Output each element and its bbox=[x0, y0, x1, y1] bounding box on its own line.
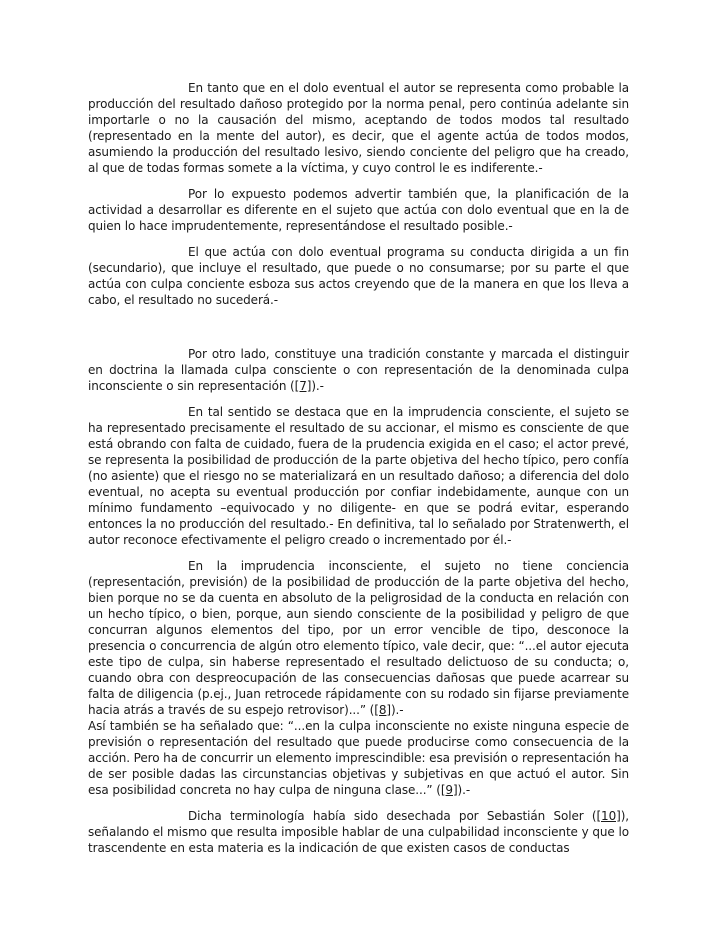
paragraph-programa-conducta: El que actúa con dolo eventual programa su conducta dirigida a un fin (secundario), que incluye el resultado, que puede o no consumarse; por su parte el que actúa con culpa conciente esboza sus actos creyendo que de la manera en que los lleva a cabo, el resultado no sucederá.- bbox=[88, 245, 629, 307]
paragraph-text: Así también se ha señalado que: “...en la culpa inconsciente no existe ninguna especie de previsión o representación del resultado que puede producirse como consecuencia de la acción. Pero ha de concurrir un elemento imprescindible: esa previsión o representación ha de ser posible dadas las circunstancias objetivas y subjetivas en que actuó el autor. Sin esa posibilidad concreta no hay culpa de ninguna clase...” ( bbox=[88, 719, 629, 797]
paragraph-dolo-eventual: En tanto que en el dolo eventual el autor se representa como probable la producción del resultado dañoso protegido por la norma penal, pero continúa adelante sin importarle o no la causación del mismo, aceptando de todos modos tal resultado (representado en la mente del autor), es decir, que el agente actúa de todos modos, asumiendo la producción del resultado lesivo, siendo conciente del peligro que ha creado, al que de todas formas somete a la víctima, y cuyo control le es indiferente.- bbox=[88, 81, 629, 175]
paragraph-text: Por otro lado, constituye una tradición constante y marcada el distinguir en doctrina la llamada culpa consciente o con representación de la denominada culpa inconsciente o sin representación ( bbox=[88, 347, 629, 393]
footnote-link-9[interactable]: [9] bbox=[440, 783, 458, 797]
document-page bbox=[88, 80, 629, 866]
paragraph-text: ), señalando el mismo que resulta imposible hablar de una culpabilidad inconsciente y que lo trascendente en esta materia es la indicación de que existen casos de conductas bbox=[88, 809, 629, 855]
paragraph-text: Dicha terminología había sido desechada por Sebastián Soler ( bbox=[188, 809, 597, 823]
paragraph-text: ).- bbox=[390, 703, 404, 717]
footnote-link-7[interactable]: [7] bbox=[294, 379, 312, 393]
paragraph-imprudencia-inconsciente bbox=[88, 558, 629, 718]
paragraph-imprudencia-consciente: En tal sentido se destaca que en la imprudencia consciente, el sujeto se ha representado precisamente el resultado de su accionar, el mismo es consciente de que está obrando con falta de cuidado, fuera de la prudencia exigida en el caso; el actor prevé, se representa la posibilidad de producción de la parte objetiva del hecho típico, pero confía (no asiente) que el riesgo no se materializará en un resultado dañoso; a diferencia del dolo eventual, no acepta su eventual producción por confiar indebidamente, aunque con un mínimo fundamento –equivocado y no diligente- en que se podrá evitar, esperando entonces la no producción del resultado.- En definitiva, tal lo señalado por Stratenwerth, el autor reconoce efectivamente el peligro creado o incrementado por él.- bbox=[88, 405, 629, 547]
paragraph-text: ).- bbox=[311, 379, 324, 393]
paragraph-planificacion: Por lo expuesto podemos advertir también que, la planificación de la actividad a desarrollar es diferente en el sujeto que actúa con dolo eventual que en la de quien lo hace imprudentemente, representándose el resultado posible.- bbox=[88, 187, 629, 233]
paragraph-tradicion-doctrina bbox=[88, 346, 629, 394]
footnote-link-8[interactable]: [8] bbox=[374, 703, 391, 717]
footnote-link-10[interactable]: [10] bbox=[596, 809, 621, 823]
paragraph-text: ).- bbox=[457, 783, 471, 797]
paragraph-terminologia-soler bbox=[88, 808, 629, 856]
paragraph-text: En la imprudencia inconsciente, el sujeto no tiene conciencia (representación, previsión) de la posibilidad de producción de la parte objetiva del hecho, bien porque no se da cuenta en absoluto de la peligrosidad de la conducta en relación con un hecho típico, o bien, porque, aun siendo consciente de la posibilidad y peligro de que concurran algunos elementos del tipo, por un error vencible de tipo, desconoce la presencia o concurrencia de algún otro elemento típico, vale decir, que: “...el autor ejecuta este tipo de culpa, sin haberse representado el resultado delictuoso de su conducta; o, cuando obra con despreocupación de las consecuencias dañosas que puede acarrear su falta de diligencia (p.ej., Juan retrocede rápidamente con su rodado sin fijarse previamente hacia atrás a través de su espejo retrovisor)...” ( bbox=[88, 559, 629, 717]
paragraph-culpa-inconsciente bbox=[88, 718, 629, 798]
